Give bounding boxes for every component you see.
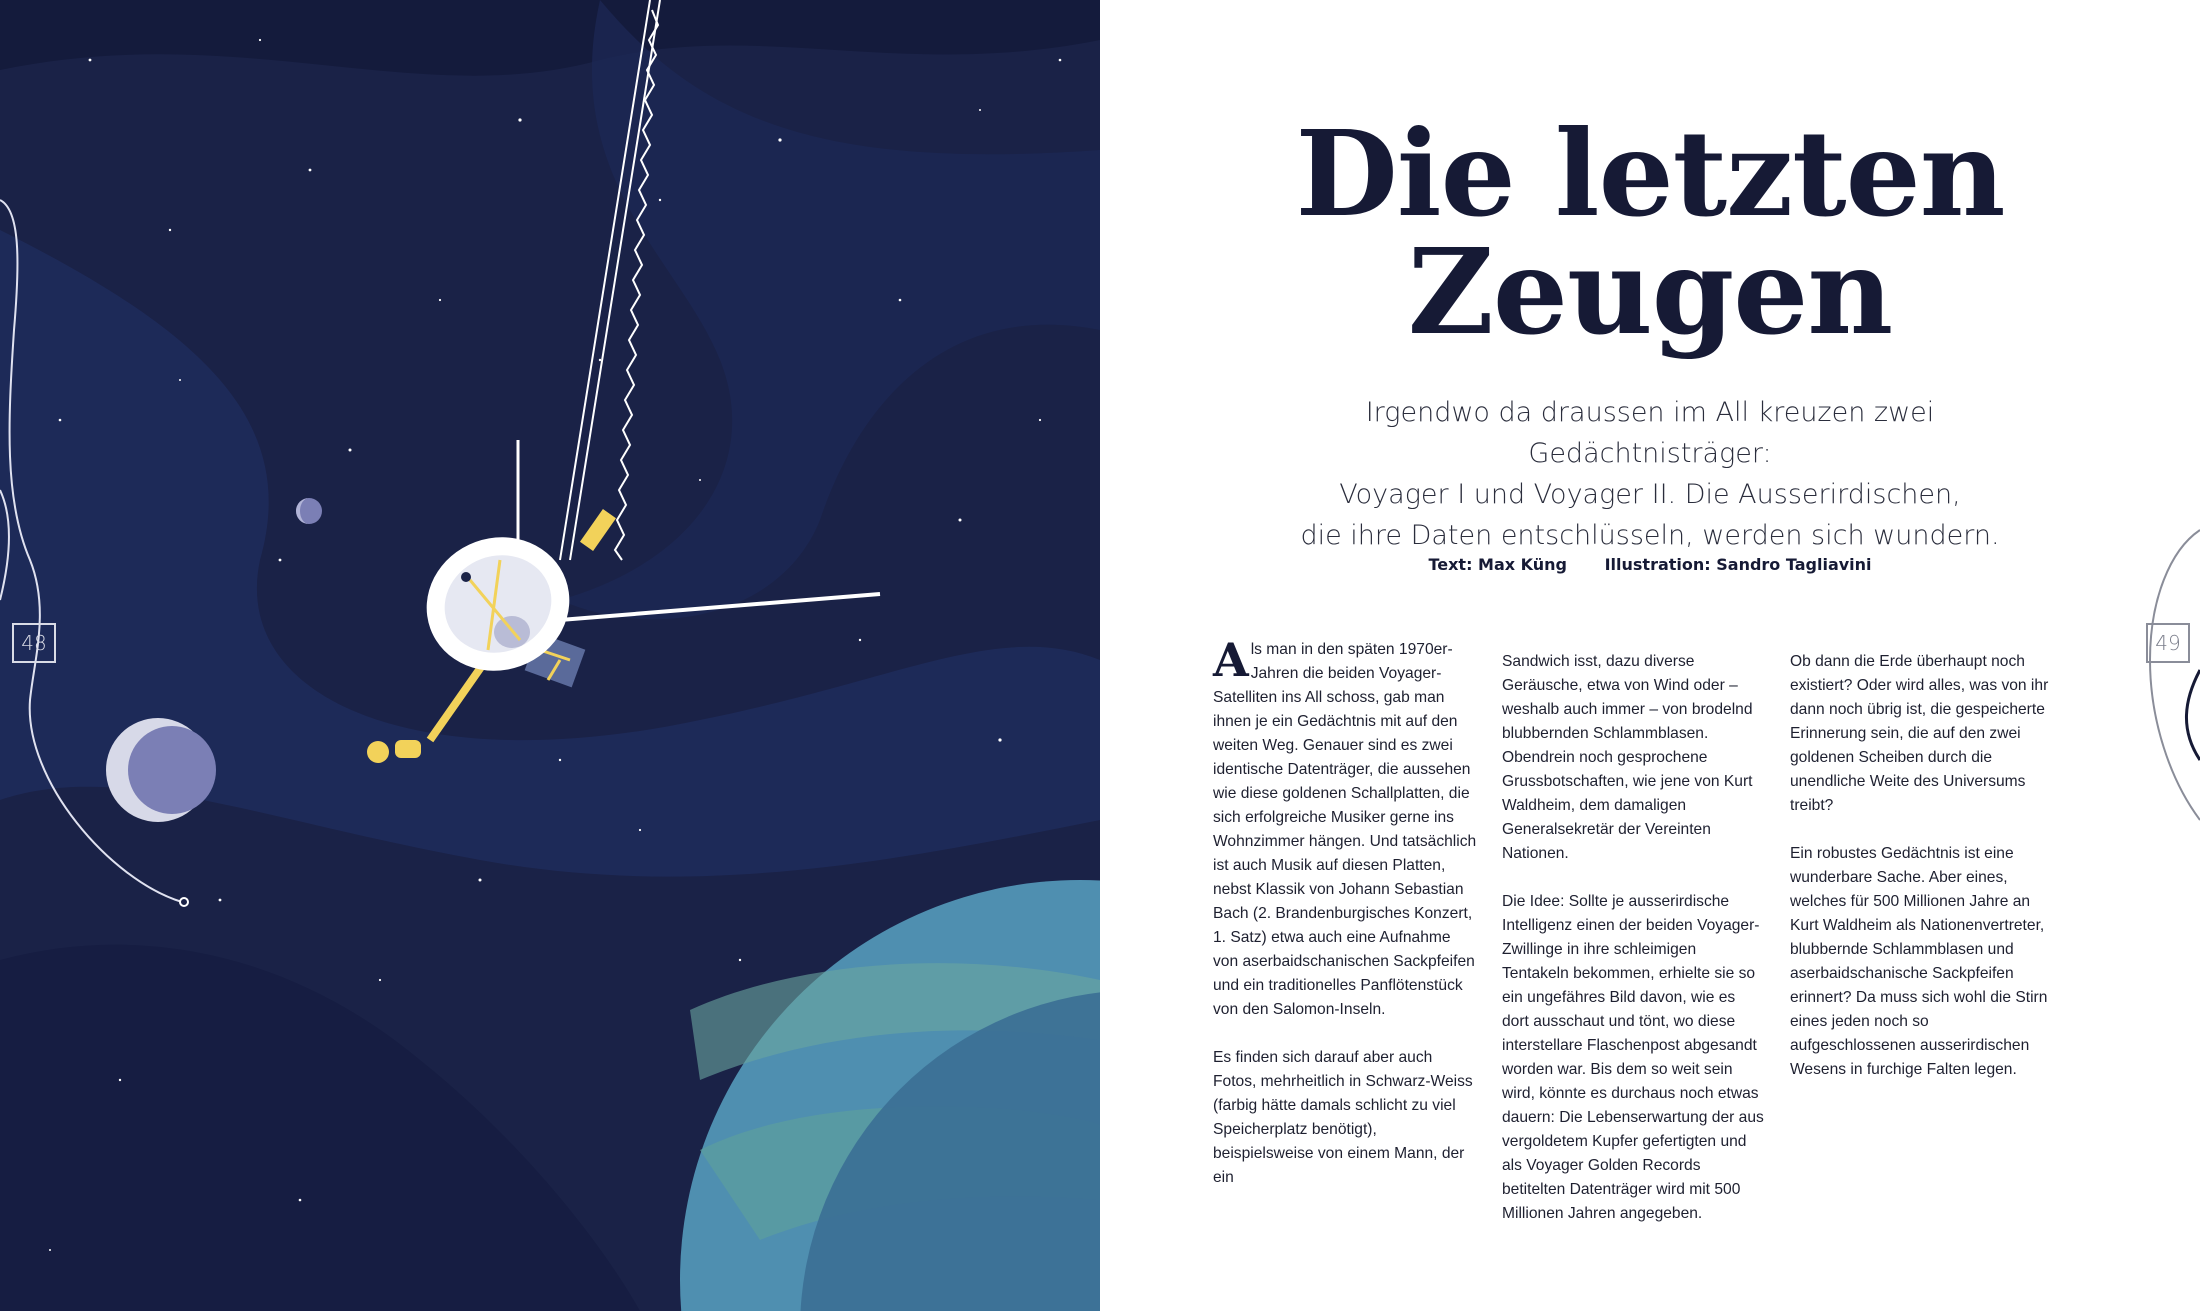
headline-line-2: Zeugen — [1407, 222, 1893, 361]
deck-line-3: die ihre Daten entschlüsseln, werden sich wundern. — [1300, 520, 2000, 551]
article-page — [1100, 0, 2200, 1311]
drop-cap: A — [1213, 633, 1249, 687]
deck-line-2: Voyager I und Voyager II. Die Ausserirdischen, — [1339, 479, 1961, 510]
body-paragraph: Die Idee: Sollte je ausserirdische Intelligenz einen der beiden Voyager-Zwillinge in ihre schleimigen Tentakeln bekommen, erhielte sie so ein ungefähres Bild davon, wie es dort ausschaut und tönt, wo diese interstellare Flaschenpost abgesandt worden war. Bis dem so weit sein wird, könnte es durchaus noch etwas dauern: Die Lebenserwartung der aus vergoldetem Kupfer gefertigten und als Voyager Golden Records betitelten Datenträger wird mit 500 Millionen Jahren angegeben. — [1502, 893, 1764, 1222]
deck-line-1: Irgendwo da draussen im All kreuzen zwei Gedächtnisträger: — [1365, 397, 1935, 469]
page-number-right: 49 — [2146, 623, 2190, 663]
body-paragraph: Ob dann die Erde überhaupt noch existiert? Oder wird alles, was von ihr dann noch übrig ist, die gespeicherte Erinnerung sein, die auf den zwei goldenen Scheiben durch die unendliche Weite des Universums treibt? — [1790, 653, 2049, 814]
illustrator-credit: Illustration: Sandro Tagliavini — [1604, 555, 1872, 574]
page-number-left: 48 — [12, 623, 56, 663]
body-paragraph: Als man in den späten 1970er-Jahren die beiden Voyager-Satelliten ins All schoss, gab man ihnen je ein Gedächtnis mit auf den weiten Weg. Genauer sind es zwei identische Datenträger, die aussehen wie diese goldenen Schallplatten, die sich erfolgreiche Musiker gerne ins Wohnzimmer hängen. Und tatsächlich ist auch Musik auf diesen Platten, nebst Klassik von Johann Sebastian Bach (2. Brandenburgisches Konzert, 1. Satz) etwa auch eine Aufnahme von aserbaidschanischen Sackpfeifen und ein traditionelles Panflötenstück von den Salomon-Inseln. — [1213, 633, 1477, 1018]
body-column-3 — [1790, 650, 2054, 1106]
author-credit: Text: Max Küng — [1428, 555, 1568, 574]
deck — [1240, 392, 2060, 556]
credits — [1260, 555, 2040, 574]
headline — [1210, 104, 2090, 361]
orbit-decoration — [2100, 520, 2200, 840]
body-paragraph: Ein robustes Gedächtnis ist eine wunderbare Sache. Aber eines, welches für 500 Millionen Jahre an Kurt Waldheim als Nationenvertreter, blubbernde Schlammblasen und aserbaidschanische Sackpfeifen erinnert? Da muss sich wohl die Stirn eines jeden noch so aufgeschlossenen ausserirdischen Wesens in furchige Falten legen. — [1790, 845, 2048, 1078]
body-paragraph: Sandwich isst, dazu diverse Geräusche, etwa von Wind oder – weshalb auch immer – von brodelnd blubbernden Schlammblasen. Obendrein noch gesprochene Grussbotschaften, wie jene von Kurt Waldheim, dem damaligen Generalsekretär der Vereinten Nationen. — [1502, 653, 1753, 862]
headline-line-1: Die letzten — [1295, 104, 2005, 243]
body-paragraph: Es finden sich darauf aber auch Fotos, mehrheitlich in Schwarz-Weiss (farbig hätte damals schlicht zu viel Speicherplatz benötigt), beispielsweise von einem Mann, der ein — [1213, 1049, 1473, 1186]
body-column-1 — [1213, 633, 1477, 1214]
body-column-2 — [1502, 650, 1766, 1250]
